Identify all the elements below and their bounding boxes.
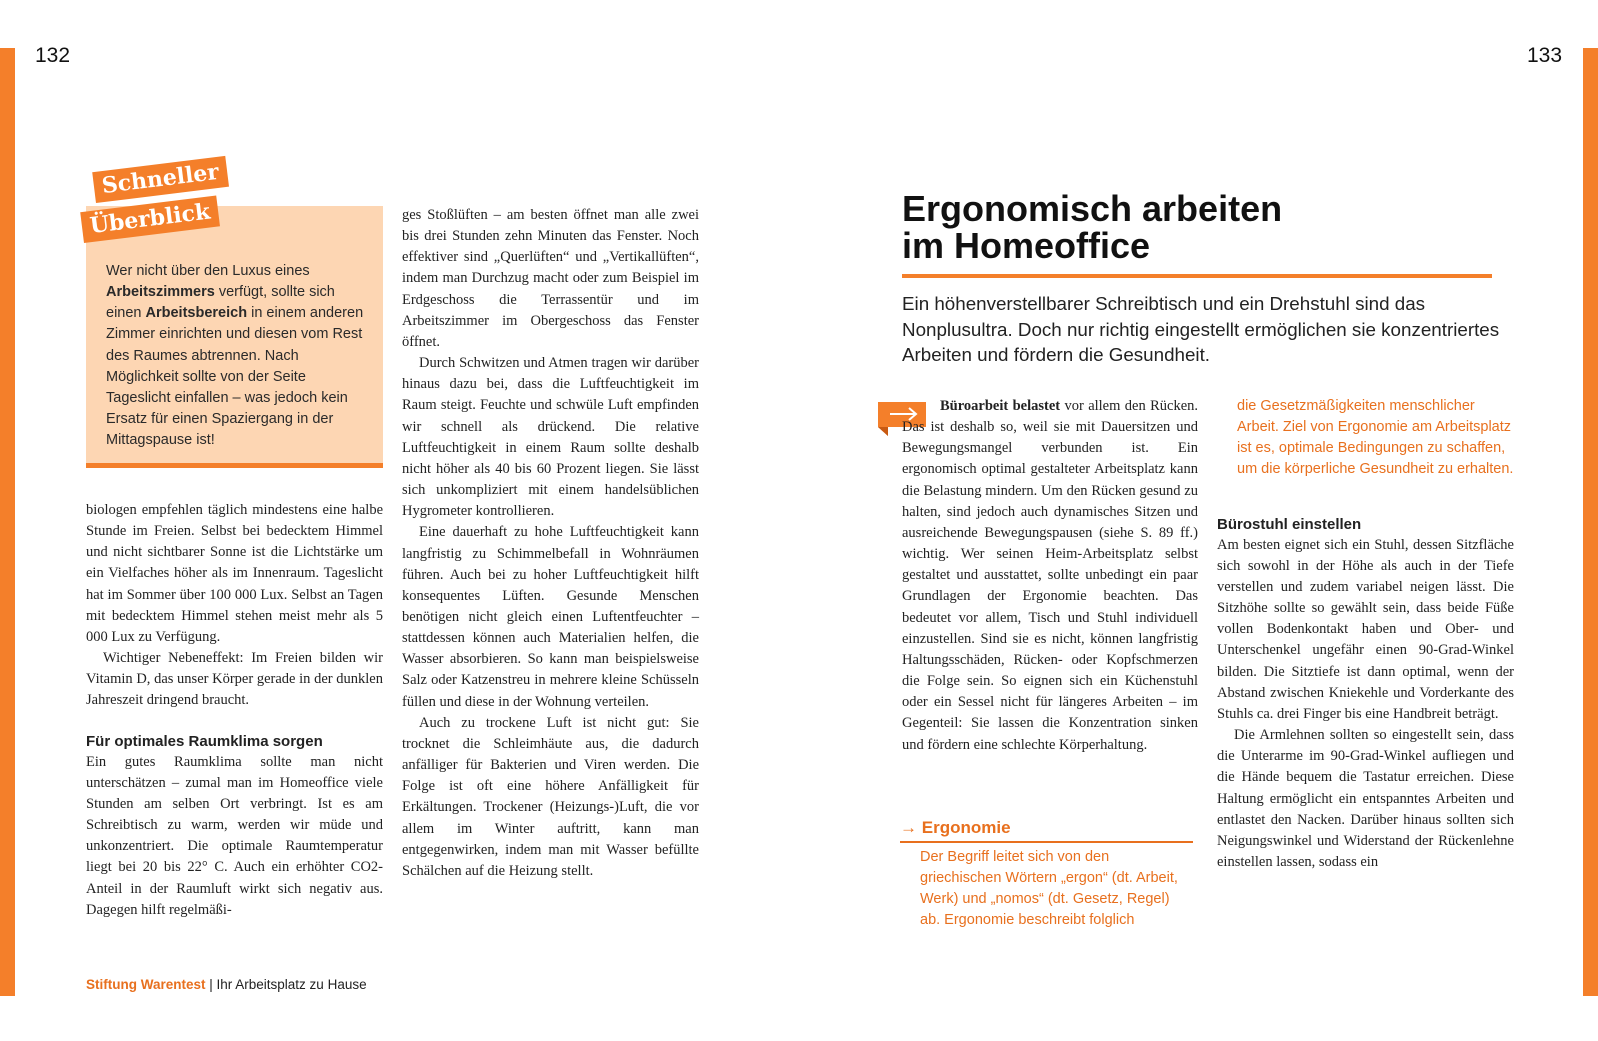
- left-col1-paragraph-3: Ein gutes Raumklima sollte man nicht unterschätzen – zumal man im Homeoffice viele Stunden am selben Ort verbringt. Ist es am Schreibtisch zu warm, werden wir müde und unkonzentriert. Die optimale Raumtemperatur liegt bei 20 bis 22° C. Auch ein erhöhter CO2-Anteil in der Raumluft wirkt sich negativ aus. Dagegen hilft regelmäßi-: [86, 753, 383, 918]
- left-col2-paragraph-3: Eine dauerhaft zu hohe Luftfeuchtigkeit kann langfristig zu Schimmelbefall in Wohnräumen führen. Auch bei zu hoher Luftfeuchtigkeit hilft konsequentes Lüften. Gesunde Menschen benötigen nicht gleich einen Luftentfeuchter – stattdessen können auch Materialien helfen, die Wasser absorbieren. So kann man beispielsweise Salz oder Katzenstreu in mehrere kleine Schüsseln füllen und diese in der Wohnung verteilen.: [402, 524, 699, 710]
- left-column-1: [86, 500, 383, 921]
- left-col2-paragraph-1: ges Stoßlüften – am besten öffnet man alle zwei bis drei Stunden zehn Minuten das Fenster. Noch effektiver sind „Querlüften“ und „Vertikallüften“, indem man Durchzug macht oder zum Beispiel im Erdgeschoss die Terrassentür und im Arbeitszimmer im Obergeschoss das Fenster öffnet.: [402, 207, 699, 350]
- overview-text-1: Wer nicht über den Luxus eines: [106, 263, 310, 279]
- right-col2-paragraph-2: Die Armlehnen sollten so eingestellt sein, dass die Unterarme im 90-Grad-Winkel aufliegen und die Hände bequem die Tastatur erreichen. Diese Haltung ermöglicht ein entspanntes Arbeiten und entlastet den Nacken. Darüber hinaus sollten sich Neigungswinkel und Widerstand der Rückenlehne einstellen lassen, sodass ein: [1217, 727, 1514, 870]
- left-col2-paragraph-4: Auch zu trockene Luft ist nicht gut: Sie trocknet die Schleimhäute aus, die dadurch anfälliger für Bakterien und Viren werden. Die Folge ist oft eine höhere Anfälligkeit für Erkältungen. Trockener (Heizungs-)Luft, die vor allem im Winter auftritt, kann man entgegenwirken, indem man mit Wasser befüllte Schälchen auf die Heizung stellt.: [402, 714, 699, 879]
- glossary-text: Der Begriff leitet sich von den griechischen Wörtern „ergon“ (dt. Arbeit, Werk) und „nomos“ (dt. Gesetz, Regel) ab. Ergonomie beschreibt folglich: [920, 849, 1178, 929]
- buero-bold-lead: Büroarbeit belastet: [940, 398, 1061, 414]
- right-col1-paragraph: vor allem den Rücken. Das ist deshalb so, weil sie mit Dauersitzen und Bewegungsmangel verbunden ist. Ein ergonomisch optimal gestalteter Arbeitsplatz kann die Belastung mindern. Um den Rücken gesund zu halten, sind jedoch auch dynamisches Sitzen und ausreichende Bewegungspausen (siehe S. 89 ff.) wichtig. Wer seinen Heim-Arbeitsplatz selbst gestaltet und ausstattet, sollte unbedingt ein paar Grundlagen der Ergonomie beachten. Das bedeutet vor allem, Tisch und Stuhl individuell einzustellen. Sind sie es nicht, können langfristig Haltungsschäden, Rücken- oder Kopfschmerzen die Folge sein. So eignen sich ein Küchenstuhl oder ein Sessel nicht für längeres Arbeiten – im Gegenteil: Sie lassen die Konzentration sinken und fördern eine schlechte Körperhaltung.: [902, 398, 1199, 753]
- overview-bold-1: Arbeitszimmers: [106, 284, 215, 301]
- subhead-raumklima: Für optimales Raumklima sorgen: [86, 732, 323, 750]
- right-edge-bar: [1583, 48, 1598, 996]
- right-column-1: [902, 396, 1198, 756]
- lead-paragraph: Ein höhenverstellbarer Schreibtisch und ein Drehstuhl sind das Nonplusultra. Doch nur richtig eingestellt ermöglichen sie konzentriertes Arbeiten und fördern die Gesundheit.: [902, 293, 1500, 365]
- overview-text-3: in einem anderen Zimmer einrichten und diesen vom Rest des Raumes abtrennen. Nach Möglichkeit sollte von der Seite Tageslicht einfallen – was jedoch kein Ersatz für einen Spaziergang in der Mittagspause ist!: [106, 305, 364, 449]
- overview-text-2: verfügt, sollte sich einen: [106, 284, 335, 322]
- footer: [86, 977, 367, 992]
- quick-overview-tag-line1: Schneller: [92, 156, 228, 203]
- right-column-2: [1217, 396, 1514, 873]
- left-edge-bar: [0, 48, 15, 996]
- footer-book-title: Ihr Arbeitsplatz zu Hause: [216, 977, 367, 992]
- quick-overview-box: [86, 206, 383, 468]
- left-col1-paragraph-1: biologen empfehlen täglich mindestens eine halbe Stunde im Freien. Selbst bei bedecktem Himmel und nicht sichtbarer Sonne ist die Lichtstärke um ein Vielfaches höher als im Innenraum. Tageslicht hat im Sommer über 100 000 Lux. Selbst an Tagen mit bedecktem Himmel stehen meist mehr als 5 000 Lux zu Verfügung.: [86, 502, 383, 645]
- left-col1-paragraph-2: Wichtiger Nebeneffekt: Im Freien bilden wir Vitamin D, das unser Körper gerade in der dunklen Jahreszeit dringend braucht.: [86, 650, 383, 709]
- page-title: [902, 190, 1282, 264]
- left-page-number: 132: [35, 44, 71, 67]
- quick-overview-tag-line2: Überblick: [80, 196, 220, 243]
- arrow-right-icon: →: [900, 818, 917, 837]
- title-line-1: Ergonomisch arbeiten: [902, 188, 1283, 229]
- right-col2-paragraph-1: Am besten eignet sich ein Stuhl, dessen Sitzfläche sich sowohl in der Höhe als auch in der Tiefe verstellen und zudem variabel neigen lässt. Die Sitzhöhe sollte so gewählt sein, dass beide Füße vollen Bodenkontakt haben und Ober- und Unterschenkel ungefähr einen 90-Grad-Winkel bilden. Die Sitztiefe ist dann optimal, wenn der Abstand zwischen Kniekehle und Vorderkante des Stuhls ca. drei Finger bis eine Handbreit beträgt.: [1217, 536, 1514, 722]
- subhead-buerostuhl: Bürostuhl einstellen: [1217, 515, 1362, 533]
- left-col2-paragraph-2: Durch Schwitzen und Atmen tragen wir darüber hinaus dazu bei, dass die Luftfeuchtigkeit im Raum steigt. Feuchte und schwüle Luft empfinden wir schnell als drückend. Die relative Luftfeuchtigkeit in einem Raum sollte deshalb nicht höher als 40 bis 60 Prozent liegen. Sie lässt sich unkompliziert mit einem handelsüblichen Hygrometer kontrollieren.: [402, 355, 699, 520]
- glossary-title: Ergonomie: [921, 818, 1011, 837]
- right-page-number: 133: [1527, 44, 1563, 67]
- footer-brand: Stiftung Warentest: [86, 977, 206, 992]
- quick-overview-text: [106, 261, 364, 451]
- overview-bold-2: Arbeitsbereich: [145, 305, 248, 322]
- left-column-2: [402, 205, 699, 882]
- glossary-box: [900, 817, 1193, 932]
- title-underline: [902, 274, 1492, 278]
- title-line-2: im Homeoffice: [902, 225, 1151, 266]
- glossary-continuation: die Gesetzmäßigkeiten menschlicher Arbeit. Ziel von Ergonomie am Arbeitsplatz ist es, optimale Bedingungen zu schaffen, um die körperliche Gesundheit zu erhalten.: [1237, 398, 1514, 478]
- footer-separator: |: [205, 977, 217, 992]
- glossary-heading: [900, 817, 1193, 843]
